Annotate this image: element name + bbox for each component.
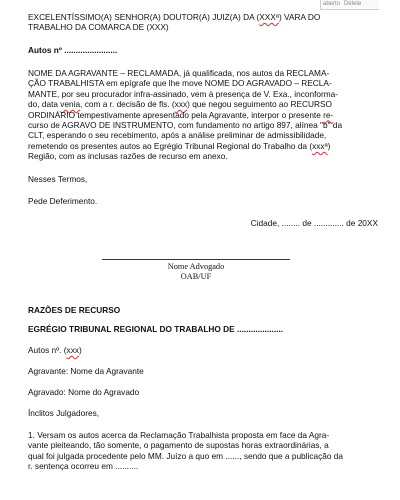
date-line: Cidade, ........ de ............. de 20XX xyxy=(250,218,378,228)
closing-terms: Nesses Termos, xyxy=(28,174,88,184)
court-address-line-2: TRABALHO DA COMARCA DE (XXX) xyxy=(28,22,169,33)
court-address-line-1: EXCELENTÍSSIMO(A) SENHOR(A) DOUTOR(A) JUIZ(A) DA (XXXª) VARA DO xyxy=(28,12,321,22)
signature-line xyxy=(102,259,290,260)
reasons-appellant: Agravante: Nome da Agravante xyxy=(28,366,144,376)
reasons-title: RAZÕES DE RECURSO xyxy=(28,305,121,315)
reasons-court: EGRÉGIO TRIBUNAL REGIONAL DO TRABALHO DE .................... xyxy=(28,324,284,334)
autos-number: Autos nº ....................... xyxy=(28,45,118,55)
petition-paragraph: NOME DA AGRAVANTE – RECLAMADA, já qualificada, nos autos da RECLAMA- ÇÃO TRABALHISTA em epígrafe que lhe move NOME DO AGRAVADO – RECLA- MANTE, por seu procurador infra-assinado, vem à presença de V. Exa., inconforma- do, data venia, com a r. decisão de fls. (xxx) que negou seguimento ao RECURSO ORDINÁRIO tempestivamente apresentado pela Agravante, interpor o presente re- curso de AGRAVO DE INSTRUMENTO, com fundamento no artigo 897, alínea "b" da CLT, esperando o seu recebimento, após a análise preliminar de admissibilidade, remetendo os presentes autos ao Egrégio Tribunal Regional do Trabalho da (xxxª) Região, com as inclusas razões de recurso em anexo. xyxy=(28,68,343,162)
signature-name: Nome Advogado xyxy=(167,262,225,271)
closing-request: Pede Deferimento. xyxy=(28,196,98,206)
signature-oab: OAB/UF xyxy=(180,272,212,281)
reasons-item-1: 1. Versam os autos acerca da Reclamação Trabalhista proposta em face da Agra- vante pleiteando, tão somente, o pagamento de supostas horas extraordinárias, a qual foi julgada procedente pelo MM. Juízo a quo em ......, sendo que a publicação da r. sentença ocorreu em .......... xyxy=(28,430,344,472)
open-tab[interactable]: aberto xyxy=(323,1,341,7)
reasons-appellee: Agravado: Nome do Agravado xyxy=(28,387,140,397)
reasons-autos: Autos nº. (xxx) xyxy=(28,345,82,355)
toolbar-strip xyxy=(320,0,379,10)
court-address xyxy=(28,12,380,33)
delete-tab[interactable]: Delete xyxy=(344,1,362,7)
spellcheck-mark: XXXª xyxy=(259,12,279,22)
reasons-greeting: Ínclitos Julgadores, xyxy=(28,408,100,418)
